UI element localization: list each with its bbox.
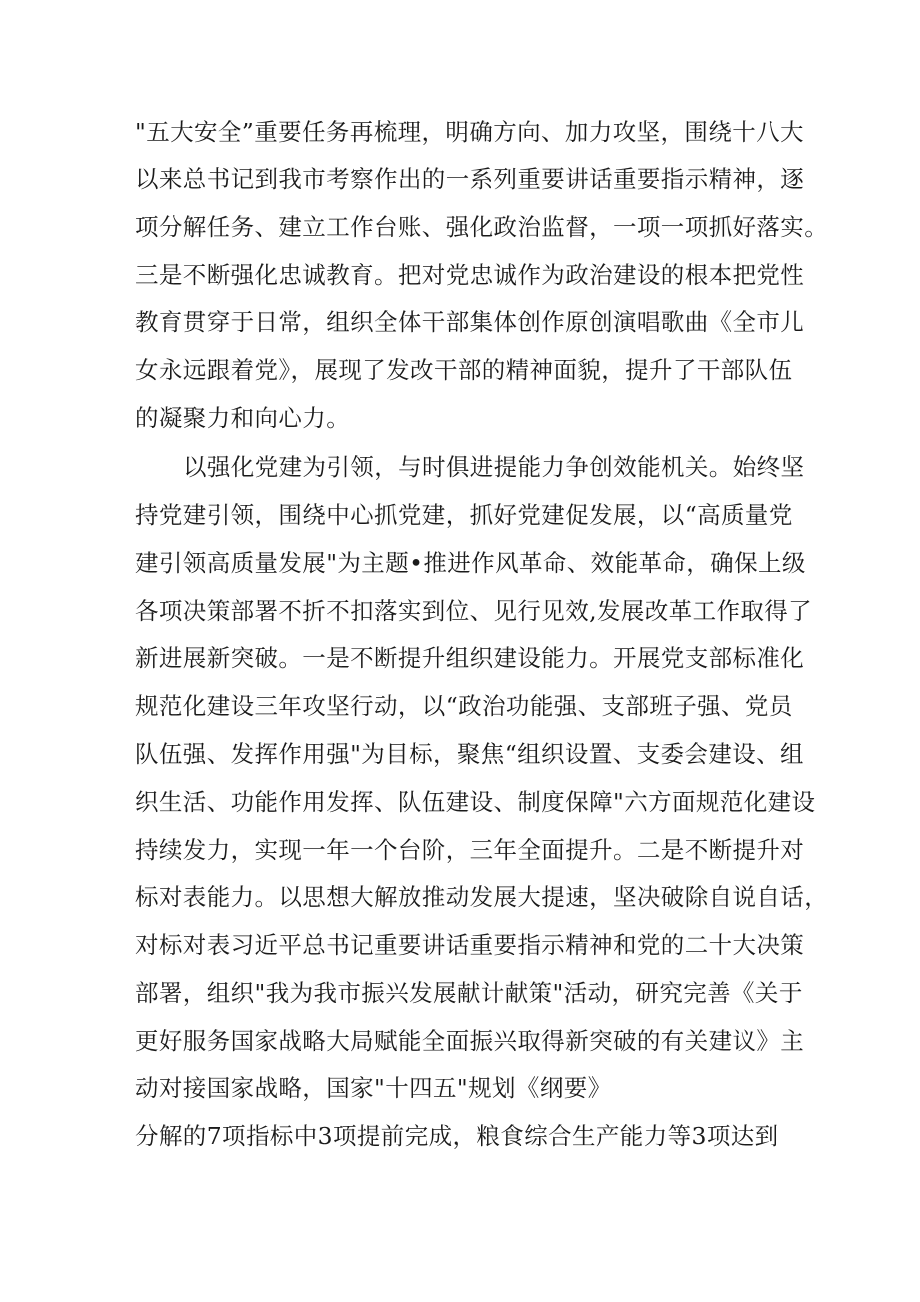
text-line: 持党建引领，围绕中心抓党建，抓好党建促发展，以“高质量党: [135, 501, 793, 529]
text-line: 教育贯穿于日常，组织全体干部集体创作原创演唱歌曲《全市儿: [135, 308, 805, 336]
text-line: 队伍强、发挥作用强"为目标，聚焦“组织设置、支委会建设、组: [135, 740, 804, 768]
text-line: 项分解任务、建立工作台账、强化政治监督，一项一项抓好落实。: [135, 213, 829, 241]
text-line: 持续发力，实现一年一个台阶，三年全面提升。二是不断提升对: [135, 836, 805, 864]
text-line: 织生活、功能作用发挥、队伍建设、制度保障"六方面规范化建设: [135, 788, 816, 816]
text-line: 标对表能力。以思想大解放推动发展大提速，坚决破除自说自话，: [135, 883, 829, 911]
text-line: 对标对表习近平总书记重要讲话重要指示精神和党的二十大决策: [135, 931, 805, 959]
text-line: 分解的7项指标中3项提前完成，粮食综合生产能力等3项达到: [135, 1122, 779, 1150]
paragraph-first-line: 以强化党建为引领，与时俱进提能力争创效能机关。始终坚: [183, 453, 805, 481]
text-line: 部署，组织"我为我市振兴发展献计献策"活动，研究完善《关于: [135, 979, 803, 1007]
text-line: 动对接国家战略，国家"十四五"规划《纲要》: [135, 1074, 612, 1102]
text-line: 女永远跟着党》，展现了发改干部的精神面貌，提升了干部队伍: [135, 356, 793, 384]
text-line: 三是不断强化忠诚教育。把对党忠诚作为政治建设的根本把党性: [135, 261, 805, 289]
text-line: "五大安全”重要任务再梳理，明确方向、加力攻坚，围绕十八大: [135, 118, 804, 146]
text-line: 规范化建设三年攻坚行动，以“政治功能强、支部班子强、党员: [135, 692, 793, 720]
text-line: 的凝聚力和向心力。: [135, 404, 351, 432]
text-line: 更好服务国家战略大局赋能全面振兴取得新突破的有关建议》主: [135, 1027, 805, 1055]
text-line: 新进展新突破。一是不断提升组织建设能力。开展党支部标准化: [135, 644, 805, 672]
text-line: 以来总书记到我市考察作出的一系列重要讲话重要指示精神，逐: [135, 165, 805, 193]
text-line: 建引领高质量发展"为主题•推进作风革命、效能革命，确保上级: [135, 549, 806, 577]
text-line: 各项决策部署不折不扣落实到位、见行见效,发展改革工作取得了: [135, 597, 813, 625]
